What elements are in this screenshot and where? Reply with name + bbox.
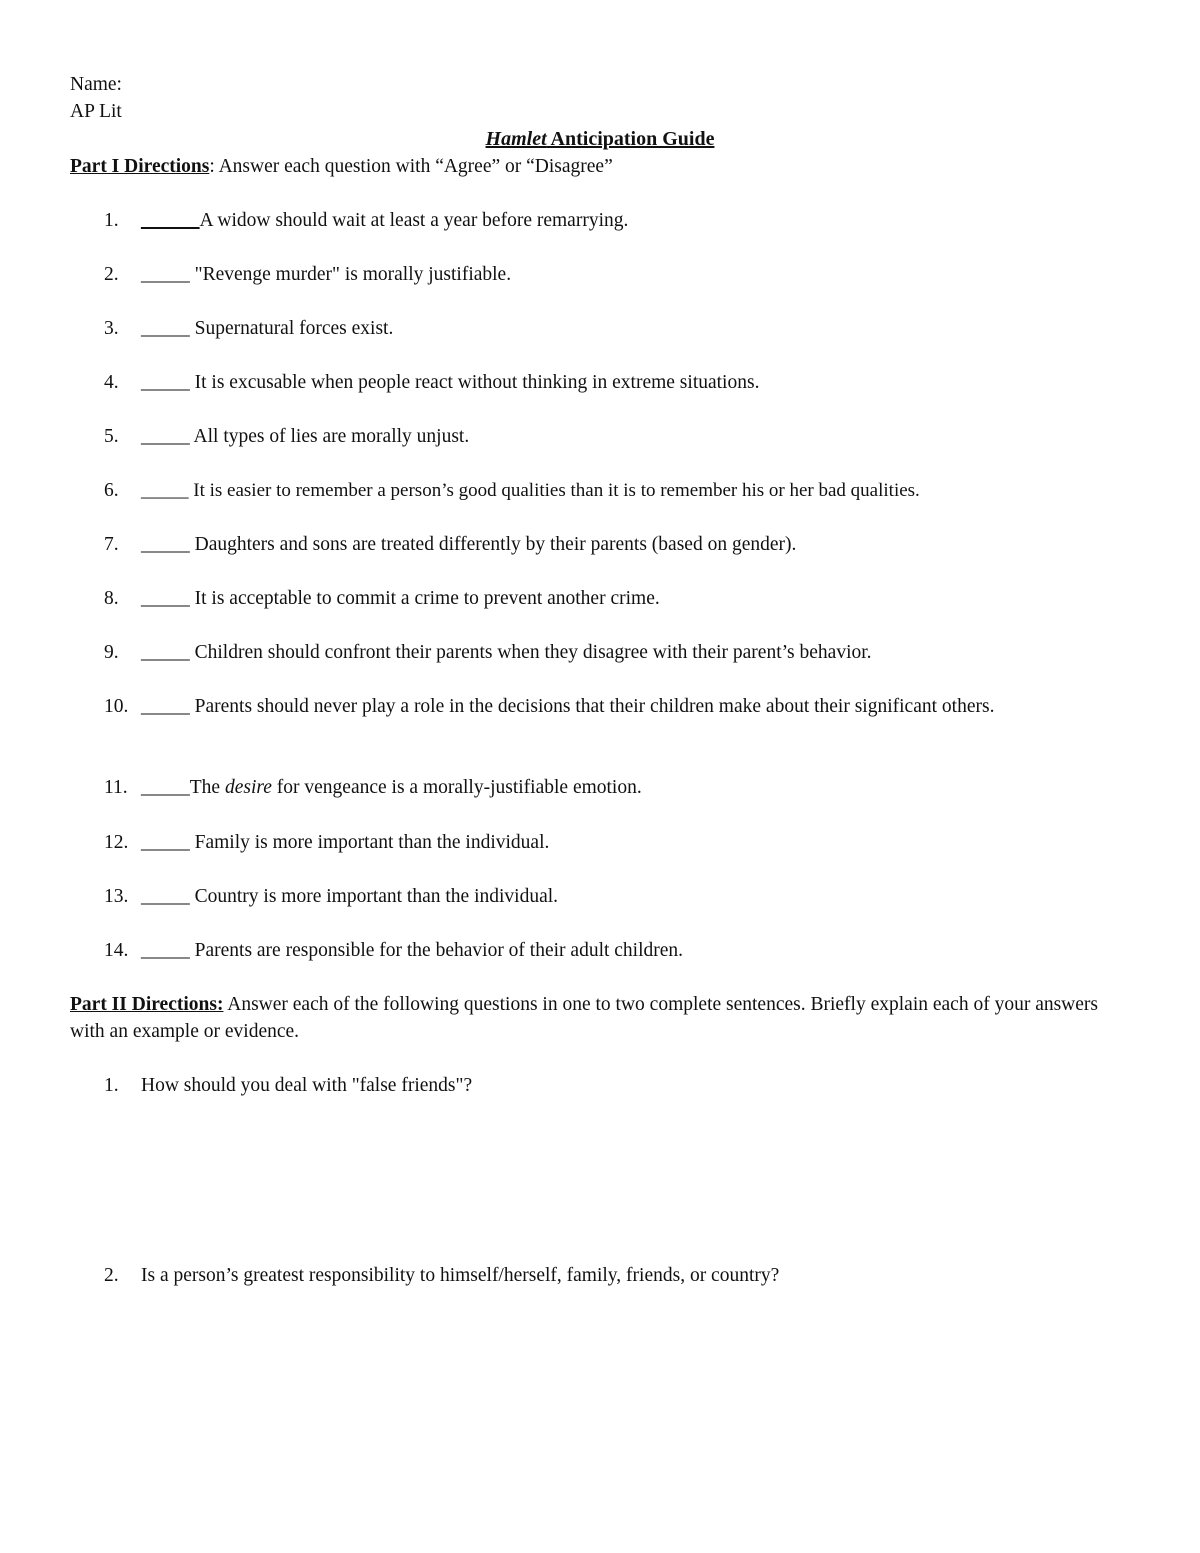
list-item bbox=[104, 774, 1124, 801]
item-number: 1. bbox=[104, 1075, 119, 1096]
answer-blank[interactable]: _____ bbox=[141, 588, 190, 609]
item-number: 4. bbox=[104, 372, 119, 393]
item-body bbox=[141, 531, 1124, 558]
item-text: How should you deal with "false friends"? bbox=[141, 1075, 473, 1096]
item-number: 1. bbox=[104, 210, 119, 231]
item-body bbox=[141, 261, 1124, 288]
part2-directions-text: Answer each of the following questions in one to two complete sentences. Briefly explain each of your answers with an example or evidence. bbox=[70, 994, 1099, 1042]
item-text-after: for vengeance is a morally-justifiable emotion. bbox=[271, 777, 642, 798]
item-text: Daughters and sons are treated differently by their parents (based on gender). bbox=[189, 534, 797, 555]
item-number: 13. bbox=[104, 886, 129, 907]
item-text: A widow should wait at least a year before remarrying. bbox=[199, 210, 629, 231]
item-body bbox=[141, 639, 1124, 666]
answer-blank[interactable]: _____ bbox=[141, 940, 190, 961]
list-item bbox=[104, 937, 1124, 964]
item-text: It is easier to remember a person’s good qualities than it is to remember his or her bad qualities. bbox=[188, 480, 920, 501]
title-rest: Anticipation Guide bbox=[546, 128, 715, 150]
part1-directions-text: : Answer each question with “Agree” or “Disagree” bbox=[209, 156, 613, 177]
item-number: 2. bbox=[104, 264, 119, 285]
item-text: Family is more important than the individual. bbox=[189, 832, 550, 853]
part1-heading: Part I Directions bbox=[70, 156, 210, 177]
item-body bbox=[141, 423, 1124, 450]
list-item bbox=[104, 315, 1124, 342]
item-number: 6. bbox=[104, 480, 119, 501]
list-item bbox=[104, 1072, 1124, 1099]
part2-directions bbox=[70, 991, 1120, 1045]
list-item bbox=[104, 261, 1124, 288]
item-text: Parents should never play a role in the decisions that their children make about their significant others. bbox=[189, 696, 995, 717]
answer-blank[interactable]: _____ bbox=[141, 832, 190, 853]
answer-blank[interactable]: _____ bbox=[141, 886, 190, 907]
answer-blank[interactable]: _____ bbox=[141, 480, 189, 501]
item-text: It is acceptable to commit a crime to prevent another crime. bbox=[189, 588, 660, 609]
answer-blank[interactable]: _____ bbox=[141, 696, 190, 717]
item-number: 2. bbox=[104, 1265, 119, 1286]
list-item bbox=[104, 693, 1124, 720]
answer-blank[interactable]: _____ bbox=[141, 264, 190, 285]
list-item bbox=[104, 829, 1124, 856]
item-body bbox=[141, 774, 1124, 801]
class-label: AP Lit bbox=[70, 101, 122, 122]
list-item bbox=[104, 1262, 1124, 1289]
list-item bbox=[104, 423, 1124, 450]
item-number: 5. bbox=[104, 426, 119, 447]
answer-blank[interactable]: _____ bbox=[141, 318, 190, 339]
list-item bbox=[104, 477, 1124, 504]
item-number: 7. bbox=[104, 534, 119, 555]
list-item bbox=[104, 883, 1124, 910]
answer-blank[interactable]: _____ bbox=[141, 426, 190, 447]
answer-blank[interactable]: _____ bbox=[141, 642, 190, 663]
item-text: Supernatural forces exist. bbox=[189, 318, 394, 339]
answer-blank[interactable]: _____ bbox=[141, 777, 190, 798]
item-text: "Revenge murder" is morally justifiable. bbox=[189, 264, 512, 285]
item-body bbox=[141, 585, 1124, 612]
title-italic: Hamlet bbox=[485, 128, 547, 150]
item-text: Is a person’s greatest responsibility to himself/herself, family, friends, or country? bbox=[141, 1265, 780, 1286]
answer-blank[interactable]: ______ bbox=[141, 210, 200, 231]
item-body bbox=[141, 207, 1124, 234]
item-number: 11. bbox=[104, 777, 128, 798]
item-number: 12. bbox=[104, 832, 129, 853]
item-body bbox=[141, 369, 1124, 396]
answer-blank[interactable]: _____ bbox=[141, 534, 190, 555]
item-text: It is excusable when people react without thinking in extreme situations. bbox=[189, 372, 760, 393]
item-body bbox=[141, 937, 1124, 964]
list-item bbox=[104, 585, 1124, 612]
list-item bbox=[104, 207, 1124, 234]
answer-blank[interactable]: _____ bbox=[141, 372, 190, 393]
item-number: 3. bbox=[104, 318, 119, 339]
name-label: Name: bbox=[70, 74, 122, 95]
item-body bbox=[141, 883, 1124, 910]
item-text-italic: desire bbox=[224, 777, 272, 798]
part2-heading: Part II Directions: bbox=[70, 994, 224, 1015]
item-text: Children should confront their parents when they disagree with their parent’s behavior. bbox=[189, 642, 872, 663]
page-title bbox=[0, 126, 1200, 153]
item-text: Country is more important than the individual. bbox=[189, 886, 559, 907]
item-number: 14. bbox=[104, 940, 129, 961]
list-item bbox=[104, 531, 1124, 558]
item-body bbox=[141, 477, 1124, 504]
item-body bbox=[141, 829, 1124, 856]
list-item bbox=[104, 369, 1124, 396]
item-body bbox=[141, 693, 1121, 720]
item-text: All types of lies are morally unjust. bbox=[189, 426, 470, 447]
part1-directions bbox=[70, 153, 613, 180]
item-number: 10. bbox=[104, 696, 129, 717]
item-body bbox=[141, 315, 1124, 342]
item-text: Parents are responsible for the behavior of their adult children. bbox=[189, 940, 684, 961]
item-text-before: The bbox=[189, 777, 225, 798]
list-item bbox=[104, 639, 1124, 666]
item-number: 9. bbox=[104, 642, 119, 663]
item-number: 8. bbox=[104, 588, 119, 609]
